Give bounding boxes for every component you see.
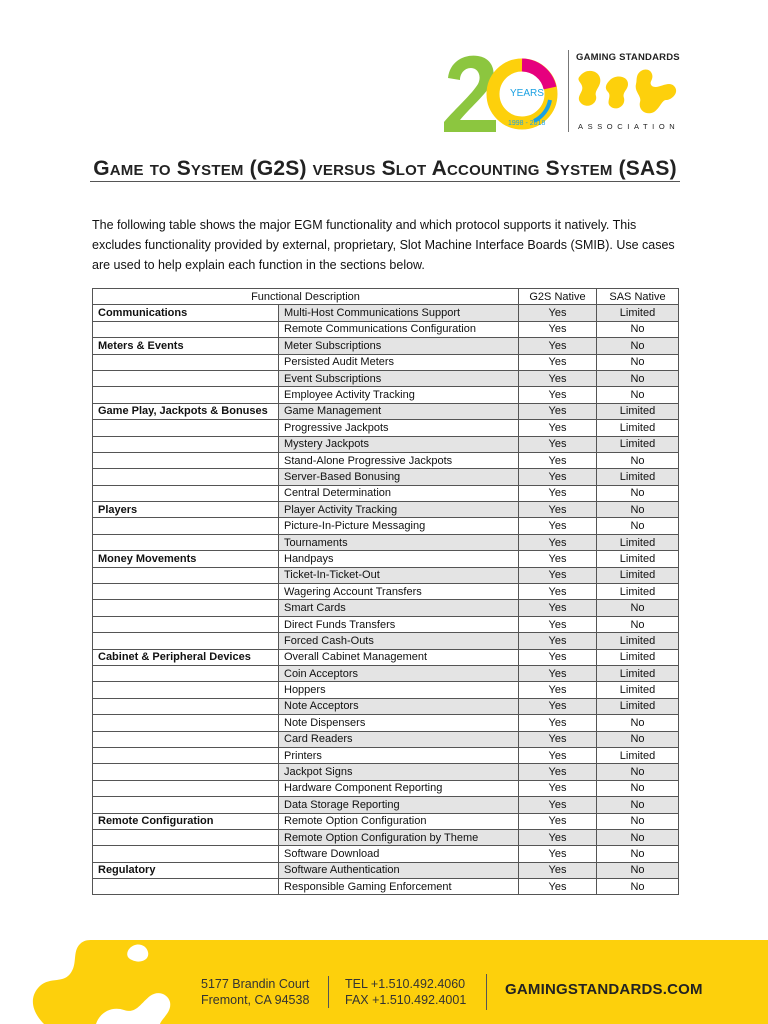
table-row [93,370,679,386]
footer-address [201,976,309,1008]
cell-feature: Handpays [279,551,519,567]
cell-feature: Jackpot Signs [279,764,519,780]
cell-sas-native: Limited [597,633,679,649]
cell-feature: Forced Cash-Outs [279,633,519,649]
header-functional-description: Functional Description [93,289,519,305]
cell-g2s-native: Yes [519,584,597,600]
cell-feature: Overall Cabinet Management [279,649,519,665]
cell-feature: Wagering Account Transfers [279,584,519,600]
cell-category: Remote Configuration [93,813,279,829]
cell-category [93,387,279,403]
table-row [93,813,679,829]
table-row [93,469,679,485]
table-row [93,584,679,600]
cell-feature: Note Acceptors [279,698,519,714]
table-row [93,665,679,681]
cell-category [93,534,279,550]
cell-category [93,518,279,534]
cell-sas-native: Limited [597,403,679,419]
cell-g2s-native: Yes [519,665,597,681]
cell-sas-native: Limited [597,305,679,321]
footer [0,940,768,1024]
cell-category [93,698,279,714]
header-sas-native: SAS Native [597,289,679,305]
cell-feature: Multi-Host Communications Support [279,305,519,321]
table-row [93,452,679,468]
cell-feature: Software Authentication [279,862,519,878]
cell-g2s-native: Yes [519,321,597,337]
table-row [93,551,679,567]
footer-website-link[interactable]: GAMINGSTANDARDS.COM [505,981,703,998]
cell-sas-native: Limited [597,534,679,550]
table-row [93,846,679,862]
table-row [93,698,679,714]
cell-category [93,633,279,649]
cell-g2s-native: Yes [519,305,597,321]
footer-divider-2 [486,974,487,1010]
cell-g2s-native: Yes [519,518,597,534]
cell-feature: Persisted Audit Meters [279,354,519,370]
gsa-org-name: GAMING STANDARDS [576,52,680,63]
cell-feature: Printers [279,747,519,763]
cell-sas-native: Limited [597,551,679,567]
cell-sas-native: Limited [597,665,679,681]
table-row [93,403,679,419]
cell-feature: Employee Activity Tracking [279,387,519,403]
cell-feature: Mystery Jackpots [279,436,519,452]
cell-feature: Remote Communications Configuration [279,321,519,337]
cell-g2s-native: Yes [519,747,597,763]
header-g2s-native: G2S Native [519,289,597,305]
cell-sas-native: No [597,485,679,501]
page-title-text: Game to System (G2S) versus Slot Accounting System (SAS) [93,157,677,180]
cell-g2s-native: Yes [519,764,597,780]
cell-feature: Direct Funds Transfers [279,616,519,632]
intro-paragraph: The following table shows the major EGM functionality and which protocol supports it natively. This excludes functionality provided by external, proprietary, Slot Machine Interface Boards (SMIB). Use cases are used to help explain each function in the sections below. [92,218,675,272]
cell-category [93,682,279,698]
cell-sas-native: No [597,879,679,895]
cell-category [93,747,279,763]
cell-feature: Event Subscriptions [279,370,519,386]
cell-feature: Hardware Component Reporting [279,780,519,796]
cell-feature: Note Dispensers [279,715,519,731]
cell-feature: Progressive Jackpots [279,420,519,436]
logo-divider [568,50,569,132]
cell-feature: Meter Subscriptions [279,338,519,354]
cell-g2s-native: Yes [519,534,597,550]
cell-feature: Remote Option Configuration by Theme [279,829,519,845]
cell-sas-native: No [597,452,679,468]
footer-address-line1: 5177 Brandin Court [201,977,310,991]
cell-sas-native: No [597,600,679,616]
table-row [93,862,679,878]
page-title [90,157,680,181]
cell-category [93,879,279,895]
cell-feature: Remote Option Configuration [279,813,519,829]
table-row [93,682,679,698]
cell-category: Cabinet & Peripheral Devices [93,649,279,665]
table-row [93,305,679,321]
cell-category [93,665,279,681]
cell-category [93,616,279,632]
cell-sas-native: No [597,321,679,337]
cell-feature: Coin Acceptors [279,665,519,681]
cell-g2s-native: Yes [519,452,597,468]
cell-sas-native: No [597,780,679,796]
cell-g2s-native: Yes [519,387,597,403]
footer-contact [345,976,466,1008]
cell-sas-native: No [597,616,679,632]
cell-sas-native: No [597,829,679,845]
cell-sas-native: No [597,764,679,780]
cell-sas-native: Limited [597,747,679,763]
cell-sas-native: No [597,797,679,813]
cell-sas-native: No [597,338,679,354]
cell-g2s-native: Yes [519,600,597,616]
cell-sas-native: No [597,387,679,403]
cell-g2s-native: Yes [519,682,597,698]
cell-sas-native: Limited [597,698,679,714]
cell-sas-native: Limited [597,469,679,485]
cell-sas-native: No [597,370,679,386]
table-row [93,518,679,534]
cell-g2s-native: Yes [519,846,597,862]
20-years-logo [444,52,562,134]
protocol-comparison-table [92,288,679,895]
table-row [93,567,679,583]
cell-sas-native: No [597,502,679,518]
cell-g2s-native: Yes [519,829,597,845]
cell-g2s-native: Yes [519,420,597,436]
table-row [93,534,679,550]
table-row [93,649,679,665]
cell-g2s-native: Yes [519,370,597,386]
table-header-row [93,289,679,305]
cell-g2s-native: Yes [519,469,597,485]
cell-g2s-native: Yes [519,780,597,796]
cell-category [93,321,279,337]
cell-g2s-native: Yes [519,731,597,747]
table-row [93,485,679,501]
table-row [93,338,679,354]
cell-category [93,354,279,370]
cell-category [93,764,279,780]
table-row [93,715,679,731]
table-row [93,879,679,895]
cell-sas-native: No [597,862,679,878]
table-row [93,764,679,780]
cell-g2s-native: Yes [519,698,597,714]
table-row [93,600,679,616]
footer-tel: TEL +1.510.492.4060 [345,977,466,991]
cell-category: Players [93,502,279,518]
cell-feature: Smart Cards [279,600,519,616]
cell-sas-native: No [597,715,679,731]
title-rule [90,181,680,182]
table-row [93,747,679,763]
cell-sas-native: Limited [597,584,679,600]
cell-feature: Ticket-In-Ticket-Out [279,567,519,583]
logo-ring-magenta [522,65,550,88]
cell-category [93,780,279,796]
cell-g2s-native: Yes [519,551,597,567]
gsa-association-text: ASSOCIATION [578,122,680,131]
cell-category: Game Play, Jackpots & Bonuses [93,403,279,419]
cell-g2s-native: Yes [519,502,597,518]
cell-g2s-native: Yes [519,485,597,501]
cell-sas-native: No [597,731,679,747]
cell-sas-native: Limited [597,649,679,665]
table-row [93,797,679,813]
cell-g2s-native: Yes [519,633,597,649]
cell-feature: Responsible Gaming Enforcement [279,879,519,895]
cell-category [93,370,279,386]
table-body [93,305,679,895]
cell-g2s-native: Yes [519,354,597,370]
table-row [93,354,679,370]
table-row [93,321,679,337]
cell-feature: Server-Based Bonusing [279,469,519,485]
cell-feature: Tournaments [279,534,519,550]
cell-g2s-native: Yes [519,436,597,452]
cell-category: Meters & Events [93,338,279,354]
cell-category [93,846,279,862]
cell-sas-native: No [597,518,679,534]
cell-category [93,485,279,501]
table-row [93,616,679,632]
cell-g2s-native: Yes [519,879,597,895]
cell-category [93,715,279,731]
footer-divider [328,976,329,1008]
cell-g2s-native: Yes [519,862,597,878]
cell-category [93,567,279,583]
cell-category [93,600,279,616]
table-row [93,780,679,796]
cell-feature: Player Activity Tracking [279,502,519,518]
cell-sas-native: Limited [597,420,679,436]
cell-feature: Central Determination [279,485,519,501]
cell-sas-native: No [597,813,679,829]
gsa-puzzle-shapes-icon [576,66,684,120]
cell-category: Regulatory [93,862,279,878]
cell-category [93,420,279,436]
cell-category [93,452,279,468]
table-row [93,829,679,845]
cell-sas-native: No [597,354,679,370]
table-row [93,436,679,452]
table-row [93,502,679,518]
table-row [93,387,679,403]
cell-feature: Data Storage Reporting [279,797,519,813]
cell-sas-native: Limited [597,682,679,698]
cell-category [93,797,279,813]
footer-address-line2: Fremont, CA 94538 [201,993,310,1007]
cell-category [93,731,279,747]
cell-category [93,584,279,600]
cell-feature: Game Management [279,403,519,419]
cell-feature: Software Download [279,846,519,862]
table-row [93,731,679,747]
cell-g2s-native: Yes [519,715,597,731]
table-row [93,633,679,649]
cell-g2s-native: Yes [519,649,597,665]
table-row [93,420,679,436]
cell-g2s-native: Yes [519,567,597,583]
cell-g2s-native: Yes [519,797,597,813]
cell-feature: Stand-Alone Progressive Jackpots [279,452,519,468]
logo-range-text: 1998 - 2018 [508,120,546,127]
cell-category: Money Movements [93,551,279,567]
cell-g2s-native: Yes [519,338,597,354]
cell-category [93,436,279,452]
cell-g2s-native: Yes [519,813,597,829]
cell-g2s-native: Yes [519,616,597,632]
cell-category [93,829,279,845]
cell-g2s-native: Yes [519,403,597,419]
gsa-logo [576,52,684,132]
cell-sas-native: Limited [597,567,679,583]
logo-years-text: YEARS [510,88,544,99]
cell-category: Communications [93,305,279,321]
cell-feature: Card Readers [279,731,519,747]
footer-fax: FAX +1.510.492.4001 [345,993,467,1007]
cell-feature: Hoppers [279,682,519,698]
cell-sas-native: No [597,846,679,862]
cell-feature: Picture-In-Picture Messaging [279,518,519,534]
cell-sas-native: Limited [597,436,679,452]
cell-category [93,469,279,485]
